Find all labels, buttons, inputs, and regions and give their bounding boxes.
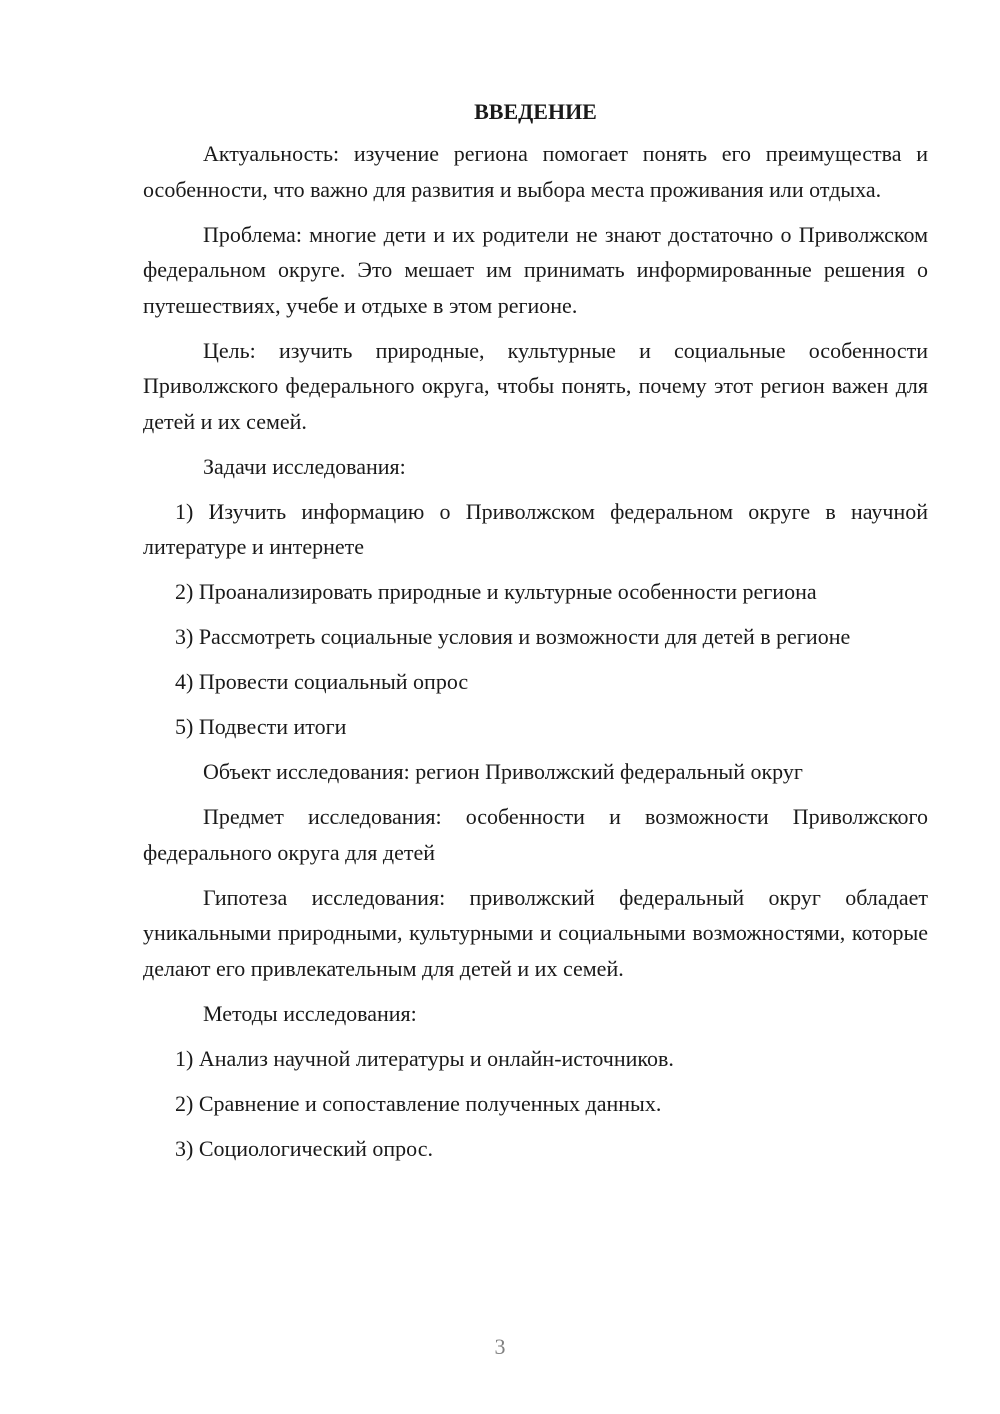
subject-paragraph: Предмет исследования: особенности и возможности Приволжского федерального округа для детей <box>143 804 928 865</box>
method-item-1: 1) Анализ научной литературы и онлайн-источников. <box>175 1045 674 1071</box>
relevance-paragraph: Актуальность: изучение региона помогает понять его преимущества и особенности, что важно для развития и выбора места проживания или отдыха. <box>143 141 928 202</box>
task-item-4: 4) Провести социальный опрос <box>175 669 469 694</box>
task-item-2: 2) Проанализировать природные и культурные особенности региона <box>175 579 817 604</box>
task-item-3: 3) Рассмотреть социальные условия и возможности для детей в регионе <box>175 624 851 649</box>
task-item-1: 1) Изучить информацию о Приволжском федеральном округе в научной литературе и интернете <box>143 498 928 559</box>
task-item-5: 5) Подвести итоги <box>175 714 347 739</box>
problem-paragraph: Проблема: многие дети и их родители не знают достаточно о Приволжском федеральном округе. Это мешает им принимать информированные решения о путешествиях, учебе и отдыхе в этом регионе. <box>143 221 928 318</box>
method-item-2: 2) Сравнение и сопоставление полученных данных. <box>175 1090 662 1116</box>
goal-paragraph: Цель: изучить природные, культурные и социальные особенности Приволжского федерального округа, чтобы понять, почему этот регион важен для детей и их семей. <box>143 337 928 434</box>
tasks-heading: Задачи исследования: <box>203 453 406 479</box>
hypothesis-paragraph: Гипотеза исследования: приволжский федеральный округ обладает уникальными природными, культурными и социальными возможностями, которые делают его привлекательным для детей и их семей. <box>143 884 928 981</box>
page-number: 3 <box>494 1334 506 1359</box>
method-item-3: 3) Социологический опрос. <box>175 1135 433 1161</box>
methods-heading: Методы исследования: <box>203 1000 417 1026</box>
object-paragraph: Объект исследования: регион Приволжский федеральный округ <box>203 759 803 784</box>
section-title: ВВЕДЕНИЕ <box>474 99 597 124</box>
document-page <box>143 96 928 1176</box>
